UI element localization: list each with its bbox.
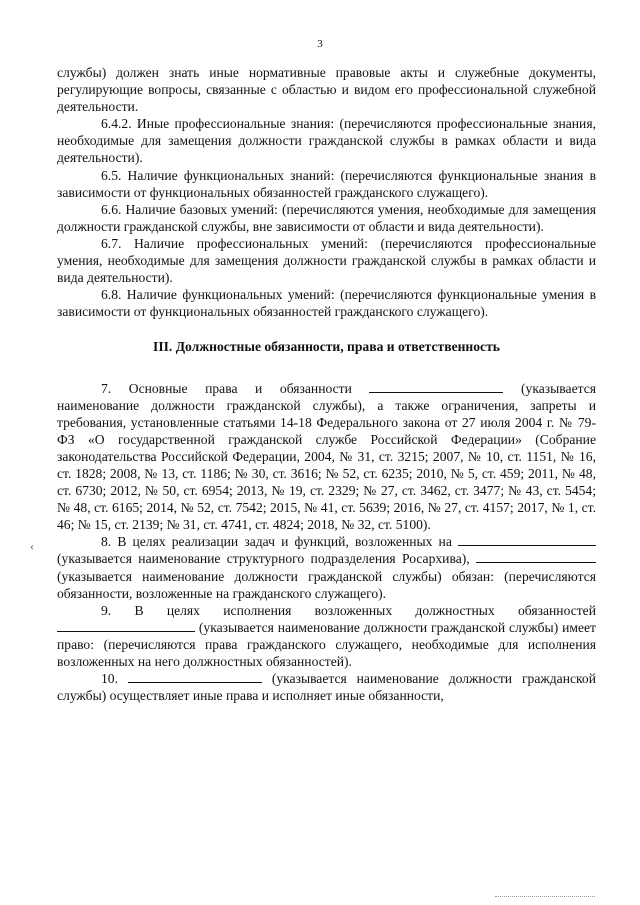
fill-in-blank xyxy=(128,670,262,683)
paragraph-8 xyxy=(57,533,596,601)
document-body xyxy=(57,64,596,704)
paragraph-6-7: 6.7. Наличие профессиональных умений: (перечисляются профессиональные умения, необходимые для замещения должности гражданской службы в рамках области и вида деятельности). xyxy=(57,235,596,286)
margin-mark: ‹ xyxy=(30,539,34,553)
section-heading: III. Должностные обязанности, права и ответственность xyxy=(153,339,500,355)
paragraph-10 xyxy=(57,670,596,704)
paragraph-7 xyxy=(57,380,596,534)
paragraph-9 xyxy=(57,602,596,670)
paragraph-6-8: 6.8. Наличие функциональных умений: (перечисляются функциональные умения в зависимости от функциональных обязанностей гражданского служащего). xyxy=(57,287,596,320)
paragraph-8-start: 8. В целях реализации задач и функций, возложенных на xyxy=(101,534,452,550)
scan-artifact xyxy=(495,896,595,899)
paragraph-8-middle: (указывается наименование структурного подразделения Росархива), xyxy=(57,551,470,567)
paragraph-continuation: службы) должен знать иные нормативные правовые акты и служебные документы, регулирующие вопросы, связанные с областью и видом его профессиональной служебной деятельности. xyxy=(57,65,596,115)
paragraph-6-4-2: 6.4.2. Иные профессиональные знания: (перечисляются профессиональные знания, необходимые для замещения должности гражданской службы в рамках области и вида деятельности). xyxy=(57,116,596,166)
paragraph-9-end: (указывается наименование должности гражданской службы) имеет право: (перечисляются права гражданского служащего, необходимые для исполнения возложенных на него должностных обязанностей). xyxy=(57,619,596,669)
fill-in-blank xyxy=(458,533,596,546)
fill-in-blank xyxy=(369,380,503,393)
paragraph-6-5: 6.5. Наличие функциональных знаний: (перечисляются функциональные знания в зависимости от функциональных обязанностей гражданского служащего). xyxy=(57,167,596,200)
fill-in-blank xyxy=(57,619,195,632)
paragraph-7-start: 7. Основные права и обязанности xyxy=(101,380,352,396)
paragraph-10-start: 10. xyxy=(101,671,118,687)
paragraph-6-6: 6.6. Наличие базовых умений: (перечисляются умения, необходимые для замещения должности гражданской службы, вне зависимости от области и вида деятельности). xyxy=(57,201,596,234)
paragraph-8-end: (указывается наименование должности гражданской службы) обязан: (перечисляются обязанности, возложенные на гражданского служащего). xyxy=(57,568,596,601)
paragraph-9-start: 9. В целях исполнения возложенных должностных обязанностей xyxy=(101,602,596,618)
paragraph-7-end: (указывается наименование должности гражданской службы), а также ограничения, запреты и требования, установленные статьями 14-18 Федерального закона от 27 июля 2004 г. № 79-ФЗ «О государственной гражданской службе Российской Федерации» (Собрание законодательства Российской Федерации, 2004, № 31, ст. 3215; 2007, № 10, ст. 1151, № 16, ст. 1828; 2008, № 13, ст. 1186; № 30, ст. 3616; № 52, ст. 6235; 2010, № 5, ст. 459; 2011, № 48, ст. 6730; 2012, № 50, ст. 6954; 2013, № 19, ст. 2329; № 27, ст. 3462, ст. 3477; № 43, ст. 5454; № 48, ст. 6165; 2014, № 52, ст. 7542; 2015, № 41, ст. 5639; 2016, № 27, ст. 4157; 2017, № 1, ст. 46; № 15, ст. 2139; № 31, ст. 4741, ст. 4824; 2018, № 32, ст. 5100). xyxy=(57,380,596,533)
paragraph-10-end: (указывается наименование должности гражданской службы) осуществляет иные права и исполняет иные обязанности, xyxy=(57,671,597,704)
fill-in-blank xyxy=(476,550,596,563)
page-number: 3 xyxy=(317,38,323,50)
